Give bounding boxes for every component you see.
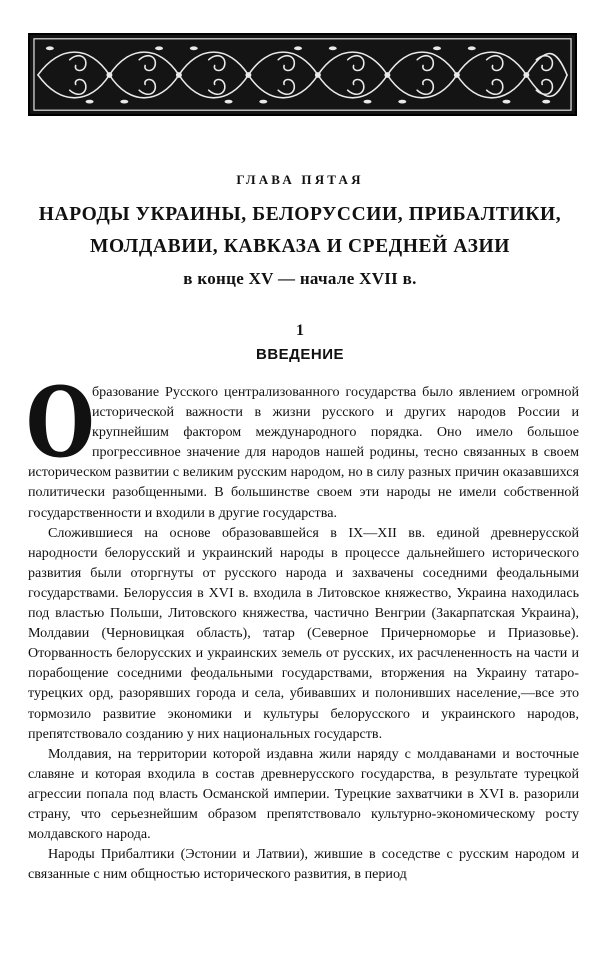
section-number: 1 <box>296 322 304 339</box>
chapter-title-line-1: НАРОДЫ УКРАИНЫ, БЕЛОРУССИИ, ПРИБАЛТИКИ, <box>38 204 562 225</box>
drop-cap-letter: О <box>26 366 95 479</box>
paragraph-1 <box>26 366 579 523</box>
paragraph-1-text: бразование Русского централизованного государства было явлением огромной исторической важности в жизни русского и других народов России и крупнейшим фактором международного порядка. Оно имело большое прогрессивное значение для народов нашей родины, тесно связанных в своем историческом развитии с великим русским народом, но в силу разных причин оказавшихся политически разобщенными. В большинстве своем эти народы не имели собственной государственности и входили в другие государства. <box>28 384 579 521</box>
header-ornament-banner <box>28 33 577 116</box>
chapter-title <box>0 199 600 295</box>
chapter-title-line-2: МОЛДАВИИ, КАВКАЗА И СРЕДНЕЙ АЗИИ <box>89 236 511 257</box>
chapter-label: ГЛАВА ПЯТАЯ <box>236 172 364 187</box>
paragraph-2: Сложившиеся на основе образовавшейся в IX—XII вв. единой древнерусской народности белорусский и украинский народы в процессе дальнейшего исторического развития были оторгнуты от русского народа и захвачены соседними феодальными государствами. Белоруссия в XVI в. входила в Литовское княжество, Украина находилась под властью Польши, Литовского княжества, частично Венгрии (Закарпатская Украина), Молдавии (Черновицкая область), татар (Северное Причерноморье и Приазовье). Оторванность белорусских и украинских земель от русских, их расчлененность на части и порабощение соседними феодальными государствами, вторжения на Украину татаро-турецких орд, разорявших города и села, убивавших и полонивших население,—все это тормозило развитие экономики и культуры белорусского и украинского народов, препятствовало созданию у них национальных государств. <box>28 524 579 742</box>
body-text <box>26 366 579 884</box>
section-title: ВВЕДЕНИЕ <box>256 346 344 363</box>
floral-ornament-icon <box>30 35 575 114</box>
paragraph-4: Народы Прибалтики (Эстонии и Латвии), жившие в соседстве с русским народом и связанные с ним общностью исторического развития, в период <box>28 846 579 883</box>
chapter-title-line-3: в конце XV — начале XVII в. <box>183 269 417 288</box>
paragraph-3: Молдавия, на территории которой издавна жили наряду с молдаванами и восточные славяне и которая входила в состав древнерусского государства, в результате турецкой агрессии попала под власть Османской империи. Турецкие захватчики в XVI в. разорили страну, что серьезнейшим образом препятствовало культурно-экономическому росту молдавского народа. <box>28 745 579 843</box>
